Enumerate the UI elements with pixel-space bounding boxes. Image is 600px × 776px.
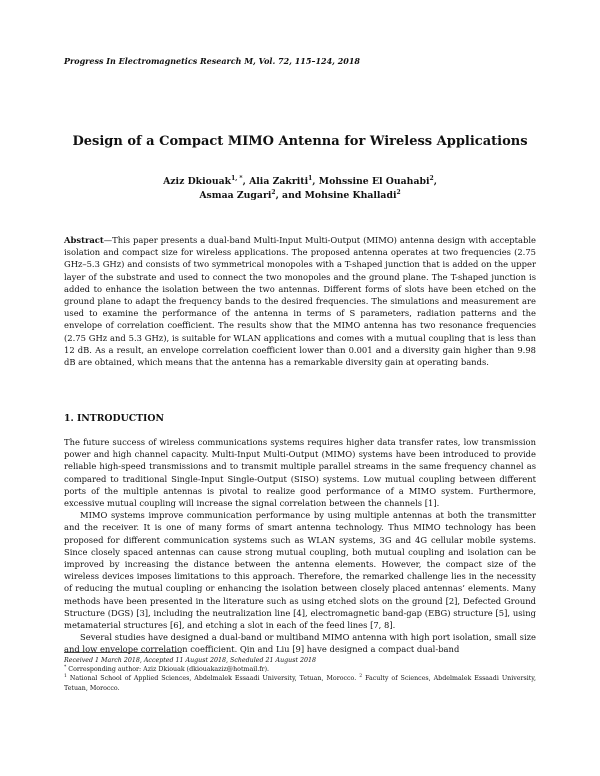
affiliation-2: Faculty of Sciences, Abdelmalek Essaadi University, Tetuan, Morocco. [64,675,537,692]
section-heading: 1. INTRODUCTION [64,413,164,424]
author-affiliation-mark: 2 [271,188,276,196]
journal-citation: Progress In Electromagnetics Research M, Vol. 72, 115–124, 2018 [64,56,360,66]
author-separator: , and [275,190,305,201]
corresponding-author-note [64,665,536,674]
author-affiliation-mark: 1 [308,174,313,182]
author-affiliation-mark: 2 [429,174,434,182]
section-body [64,436,536,656]
corresponding-author-text: Corresponding author: Aziz Dkiouak (dkiouakaziz@hotmail.fr). [66,666,270,674]
paragraph: Several studies have designed a dual-band or multiband MIMO antenna with high port isolation, small size and low envelope correlation coefficient. Qin and Liu [9] have designed a compact dual-band [64,632,536,655]
affiliation-1: National School of Applied Sciences, Abdelmalek Essaadi University, Tetuan, Morocco. [66,675,360,683]
affiliations-note [64,674,536,692]
author-name: Alia Zakriti [249,176,309,187]
paper-title: Design of a Compact MIMO Antenna for Wireless Applications [72,134,528,149]
author-separator: , [433,176,437,187]
abstract-text: —This paper presents a dual-band Multi-Input Multi-Output (MIMO) antenna design with acceptable isolation and compact size for wireless applications. The proposed antenna operates at two frequencies (2.75 GHz–5.3 GHz) and consists of two symmetrical monopoles with a T-shaped junction that is added on the upper layer of the substrate and used to connect the two monopoles and the ground plane. The T-shaped junction is added to enhance the isolation between the two antennas. Different forms of slots have been etched on the ground plane to adapt the frequency bands to the desired frequencies. The simulations and measurement are used to examine the performance of the antenna in terms of S parameters, radiation patterns and the envelope of correlation coefficient. The results show that the MIMO antenna has two resonance frequencies (2.75 GHz and 5.3 GHz), is suitable for WLAN applications and comes with a mutual coupling that is less than 12 dB. As a result, an envelope correlation coefficient lower than 0.001 and a diversity gain higher than 9.98 dB are obtained, which means that the antenna has a remarkable diversity gain at operating bands. [64,235,536,368]
abstract-label: Abstract [64,235,104,245]
author-separator: , [242,176,250,187]
author-affiliation-mark: 1, * [231,174,243,182]
abstract [64,234,536,368]
author-list [64,175,536,203]
author-name: Aziz Dkiouak [163,176,232,187]
paragraph: MIMO systems improve communication performance by using multiple antennas at both the transmitter and the receiver. It is one of many forms of smart antenna technology. Thus MIMO technology has been proposed for different communication systems such as WLAN systems, 3G and 4G cellular mobile systems. Since closely spaced antennas can cause strong mutual coupling, both mutual coupling and isolation can be improved by increasing the distance between the antenna elements. However, the compact size of the wireless devices imposes limitations to this approach. Therefore, the remarked challenge lies in the necessity of reducing the mutual coupling or enhancing the isolation between closely placed antennas’ elements. Many methods have been presented in the literature such as using etched slots on the ground [2], Defected Ground Structure (DGS) [3], including the neutralization line [4], electromagnetic band-gap (EBG) structure [5], using metamaterial structures [6], and etching a slot in each of the feed lines [7, 8]. [64,510,536,631]
footnotes [64,656,536,693]
footnote-mark: 1 [64,674,67,680]
paragraph: The future success of wireless communications systems requires higher data transfer rates, low transmission power and high channel capacity. Multi-Input Multi-Output (MIMO) systems have been introduced to provide reliable high-speed transmissions and to transmit multiple parallel streams in the same frequency channel as compared to traditional Single-Input Single-Output (SISO) systems. Low mutual coupling between different ports of the multiple antennas is pivotal to realize good performance of a MIMO system. Furthermore, excessive mutual coupling will increase the signal correlation between the channels [1]. [64,437,536,509]
footnote-rule [64,652,182,653]
author-separator: , [312,176,319,187]
footnote-mark: * [64,665,67,671]
received-dates: Received 1 March 2018, Accepted 11 August 2018, Scheduled 21 August 2018 [64,657,316,664]
author-name: Mohssine El Ouahabi [318,176,430,187]
author-name: Asmaa Zugari [199,190,272,201]
footnote-mark: 2 [359,674,363,680]
author-name: Mohsine Khalladi [304,190,397,201]
author-affiliation-mark: 2 [396,188,401,196]
